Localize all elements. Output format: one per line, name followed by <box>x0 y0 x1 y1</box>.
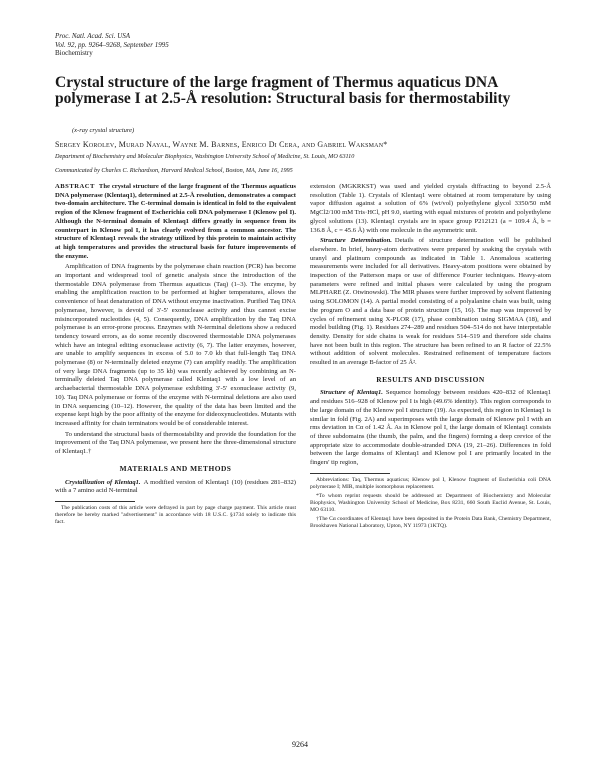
structure-determination-paragraph <box>310 237 551 368</box>
reprint-footnote: *To whom reprint requests should be addressed at: Department of Biochemistry and Molecular Biophysics, Washington University School of Medicine, Box 8231, 660 South Euclid Avenue, St. Louis, MO 63110. <box>310 492 551 513</box>
abstract <box>55 183 296 261</box>
communicated-by: Communicated by Charles C. Richardson, Harvard Medical School, Boston, MA, June 16, 1995 <box>55 167 293 174</box>
methods-paragraph <box>55 479 296 496</box>
intro-paragraph-1: Amplification of DNA fragments by the polymerase chain reaction (PCR) has become an important and widespread tool of genetic analysis since the introduction of the thermostable DNA polymerase from Thermus aquaticus (Taq) (1–3). The enzyme, by enabling the amplification reaction to be performed at higher temperatures, allows the convenience of heat denaturation of DNA without enzyme inactivation. Purified Taq DNA polymerase, however, is devoid of 3′-5′ exonuclease activity and thus cannot excise misincorporated nucleotides (4, 5). Consequently, DNA amplification by the Taq DNA polymerase is an error-prone process. Enzymes with N-terminal deletions show a reduced tendency toward errors, as do some recently discovered thermostable DNA polymerases which have an integral editing exonuclease activity (6, 7). The latter enzymes, however, are unable to amplify sequences in excess of 5.0 to 7.0 kb that full-length Taq DNA polymerase (8) or N-terminally deleted enzyme (7) can amplify readily. The amplification of very large DNA fragments (up to 35 kb) was recently achieved by combining an N-terminally deleted Taq DNA polymerase called Klentaq1 with a low level of an archaebacterial thermostable DNA polymerase exhibiting 3′-5′ exonuclease activity (9, 10). Taq DNA polymerase or forms of the enzyme with N-terminal deletions are also used in DNA sequencing (10–12). However, the quality of the data has been limited and the expense kept high by the poor affinity of the enzyme for dideoxynucleotides. Mutants with increased affinity for chain terminators would be of considerable interest. <box>55 263 296 427</box>
abstract-text: The crystal structure of the large fragment of the Thermus aquaticus DNA polymerase (Klentaq1), determined at 2.5-Å resolution, demonstrates a compact two-domain architecture. The C-terminal domain is identical in fold to the equivalent region of the Klenow fragment of Escherichia coli DNA polymerase I (Klenow pol I). Although the N-terminal domain of Klentaq1 differs greatly in sequence from its counterpart in Klenow pol I, it has clearly evolved from a common ancestor. The structure of Klentaq1 reveals the strategy utilized by this protein to maintain activity at high temperatures and provides the structural basis for future improvements of the enzyme. <box>55 183 296 260</box>
journal-volume: Vol. 92, pp. 9264–9268, September 1995 <box>55 40 169 49</box>
crystallization-runin: Crystallization of Klentaq1. <box>65 478 141 486</box>
publication-cost-footnote: The publication costs of this article were defrayed in part by page charge payment. This article must therefore be hereby marked "advertisement" in accordance with 18 U.S.C. §1734 solely to indicate this fact. <box>55 504 296 525</box>
results-paragraph <box>310 389 551 467</box>
intro-paragraph-2: To understand the structural basis of thermostability and provide the foundation for the improvement of the Taq DNA polymerase, we present here the three-dimensional structure of Klentaq1.† <box>55 430 296 456</box>
paper-title: Crystal structure of the large fragment of Thermus aquaticus DNA polymerase I at 2.5-Å resolution: Structural basis for thermostability <box>55 74 511 107</box>
methods-continued: extension (MGKRKST) was used and yielded crystals diffracting to beyond 2.5-Å resolution (Table 1). Crystals of Klentaq1 were obtained at room temperature by using vapor diffusion against a solution of 6% (wt/vol) polyethylene glycol 3350/50 mM MgCl2/100 mM Tris·HCl, pH 9.0, starting with equal mixtures of protein and polyethylene glycol solutions (13). Klentaq1 crystals are in space group P212121 (a = 109.4 Å, b = 136.8 Å, c = 45.6 Å) with one molecule in the asymmetric unit. <box>310 183 551 234</box>
footnote-rule <box>55 501 135 502</box>
footnote-rule-right <box>310 473 390 474</box>
structure-klentaq1-text: Sequence homology between residues 420–832 of Klentaq1 and residues 516–928 of Klenow pol I is high (49.6% identity). This region corresponds to the large domain of the Klenow pol I structure (19). As expected, this region in Klentaq1 is similar in fold (Fig. 2A) and superimposes with the large domain of Klenow pol I with an rms deviation in Cα of 1.42 Å. As in Klenow pol I, the large domain of Klentaq1 consists of three subdomains (the thumb, the palm, and the fingers) forming a deep crevice of the appropriate size to accommodate double-stranded DNA (19, 21–26). Differences in fold between the large domains of Klentaq1 and Klenow pol I are primarily located in the fingers' tip region, <box>310 389 551 467</box>
journal-section: Biochemistry <box>55 49 93 57</box>
left-column <box>55 183 296 528</box>
journal-name: Proc. Natl. Acad. Sci. USA <box>55 32 131 40</box>
author-list: Sergey Korolev, Murad Nayal, Wayne M. Barnes, Enrico Di Cera, and Gabriel Waksman* <box>55 140 388 149</box>
abstract-heading: ABSTRACT <box>55 183 95 190</box>
structure-klentaq1-runin: Structure of Klentaq1. <box>320 389 383 397</box>
coordinates-footnote: †The Cα coordinates of Klentaq1 have been deposited in the Protein Data Bank, Chemistry Department, Brookhaven National Laboratory, Upton, NY 11973 (1KTQ). <box>310 515 551 529</box>
methods-heading: MATERIALS AND METHODS <box>119 463 232 473</box>
results-heading: RESULTS AND DISCUSSION <box>376 374 485 384</box>
structure-determination-runin: Structure Determination. <box>320 237 392 245</box>
journal-header <box>55 32 169 58</box>
structure-determination-text: Details of structure determination will be published elsewhere. In brief, heavy-atom derivatives were prepared by soaking the crystals with uranyl and platinum compounds as indicated in Table 1. Anomalous scattering measurements were included for all derivatives. Heavy-atom positions were obtained by inspection of the Patterson maps or use of difference Fourier techniques. Heavy-atom parameters were refined and initial phases were calculated by using the program MLPHARE (Z. Otwinowski). The MIR phases were further improved by solvent flattening using SOLOMON (14). A partial model consisting of a polyalanine chain was built, using the program O and a data base of protein structure (15, 16). The map was improved by cycles of refinement using X-PLOR (17), phase combination using SIGMAA (18), and model building (Fig. 1). Residues 274–289 and residues 504–514 do not have interpretable density. Density for side chains is weak for residues 514–519 and therefore side chains have not been built in this region. The structure has been refined to an R factor of 22.5% without addition of solvent molecules. Restrained refinement of temperature factors resulted in an average B-factor of 25 Å². <box>310 237 551 367</box>
page-number: 9264 <box>292 740 308 749</box>
crystallization-text: A modified version of Klentaq1 (10) (residues 281–832) with a 7 amino acid N-terminal <box>55 478 296 495</box>
affiliation: Department of Biochemistry and Molecular Biophysics, Washington University School of Medicine, St. Louis, MO 63110 <box>55 153 355 160</box>
abbreviations-footnote: Abbreviations: Taq, Thermus aquaticus; Klenow pol I, Klenow fragment of Escherichia coli DNA polymerase I; MIR, multiple isomorphous replacement. <box>310 476 551 490</box>
keywords: (x-ray crystal structure) <box>72 127 135 134</box>
right-column <box>310 183 551 532</box>
